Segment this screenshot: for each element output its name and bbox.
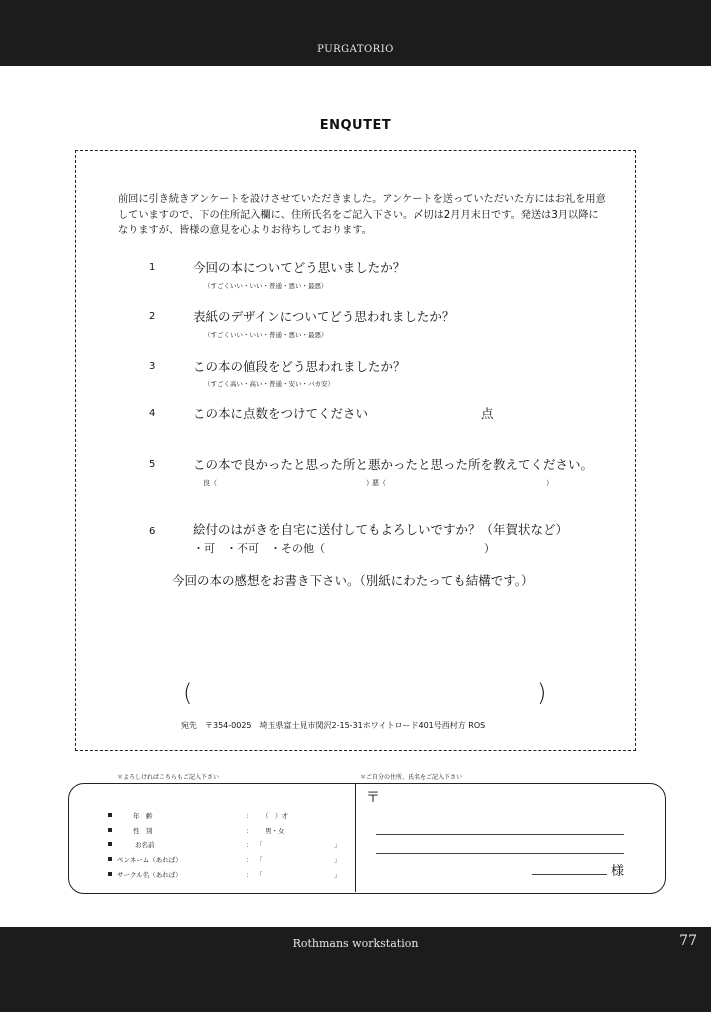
bullet-square-icon [108, 872, 112, 876]
question-2-options[interactable]: （すごくいい・いい・普通・悪い・最悪） [204, 331, 328, 339]
name-field-close: 」 [334, 841, 341, 849]
bullet-square-icon [108, 842, 112, 846]
gender-field[interactable]: 男・女 [265, 827, 285, 835]
survey-box [75, 150, 636, 751]
bullet-square-icon [108, 857, 112, 861]
magazine-title: PURGATORIO [317, 44, 394, 55]
question-number: 5 [149, 459, 156, 470]
impression-prompt: 今回の本の感想をお書き下さい。（別紙にわたっても結構です。） [172, 573, 534, 588]
page-number: 77 [679, 933, 697, 949]
bullet-square-icon [108, 813, 112, 817]
form-label: サークル名（あれば） [117, 871, 182, 879]
honorific-sama: 様 [611, 864, 625, 879]
question-number: 3 [149, 361, 156, 372]
circle-field[interactable]: 「 [256, 871, 263, 879]
penname-field-close: 」 [334, 856, 341, 864]
bad-points-close: ） [546, 479, 553, 487]
form-colon: ： [246, 827, 253, 835]
good-points-close: ） [366, 479, 373, 487]
address-info-note: ＊ご自分の住所、氏名をご記入下さい [360, 774, 463, 781]
page-heading: ENQUTET [319, 118, 392, 133]
circle-field-close: 」 [334, 871, 341, 879]
address-line-2[interactable] [376, 853, 624, 854]
mailing-address: 宛先 〒354-0025 埼玉県富士見市関沢2-15-31ホワイトロード401号西村方 ROS [181, 721, 486, 730]
form-label: ペンネーム（あれば） [117, 856, 182, 864]
intro-paragraph: 前回に引き続きアンケートを設けさせていただきました。アンケートを送っていただいた方にはお礼を用意していますので、下の住所記入欄に、住所氏名をご記入下さい。〆切は2月月末日です。発送は3月以降になりますが、皆様の意見を心よりお待ちしております。 [118, 194, 606, 236]
footer-label: Rothmans workstation [292, 937, 419, 950]
impression-bracket-left: ( [183, 679, 193, 707]
question-5-text: この本で良かったと思った所と悪かったと思った所を教えてください。 [193, 457, 594, 472]
question-3-text: この本の値段をどう思われましたか？ [193, 359, 406, 374]
question-2-text: 表紙のデザインについてどう思われましたか？ [193, 309, 455, 324]
question-6-text: 絵付のはがきを自宅に送付してもよろしいですか？（年賀状など） [193, 522, 569, 537]
form-label: お名前 [135, 841, 155, 849]
question-1-text: 今回の本についてどう思いましたか？ [193, 260, 406, 275]
name-line[interactable] [532, 874, 607, 875]
penname-field[interactable]: 「 [256, 856, 263, 864]
impression-bracket-right: ) [537, 679, 547, 707]
form-colon: ： [246, 871, 253, 879]
form-divider [355, 784, 356, 892]
bullet-square-icon [108, 828, 112, 832]
form-label: 年 齢 [133, 812, 153, 820]
form-colon: ： [246, 856, 253, 864]
question-6-options[interactable]: ・可 ・不可 ・その他（ [193, 542, 325, 555]
question-3-options[interactable]: （すごく高い・高い・普通・安い・バカ安） [204, 380, 334, 388]
question-number: 4 [149, 408, 156, 419]
question-number: 1 [149, 262, 156, 273]
name-field[interactable]: 「 [256, 841, 263, 849]
question-4-text: この本に点数をつけてください [193, 406, 369, 421]
age-field[interactable]: （ ）才 [262, 812, 288, 820]
form-label: 性 別 [133, 827, 153, 835]
postal-mark: 〒 [366, 790, 380, 806]
optional-info-note: ＊よろしければこちらもご記入下さい [117, 774, 220, 781]
score-unit: 点 [481, 406, 494, 421]
footer-bar [0, 927, 711, 1012]
header-bar [0, 0, 711, 66]
form-colon: ： [246, 812, 253, 820]
form-colon: ： [246, 841, 253, 849]
bad-points-field[interactable]: 悪（ [372, 479, 386, 487]
question-number: 2 [149, 311, 156, 322]
question-1-options[interactable]: （すごくいい・いい・普通・悪い・最悪） [204, 282, 328, 290]
question-number: 6 [149, 526, 156, 537]
good-points-field[interactable]: 良（ [203, 479, 217, 487]
question-6-options-close: ） [484, 542, 495, 555]
address-line-1[interactable] [376, 834, 624, 835]
